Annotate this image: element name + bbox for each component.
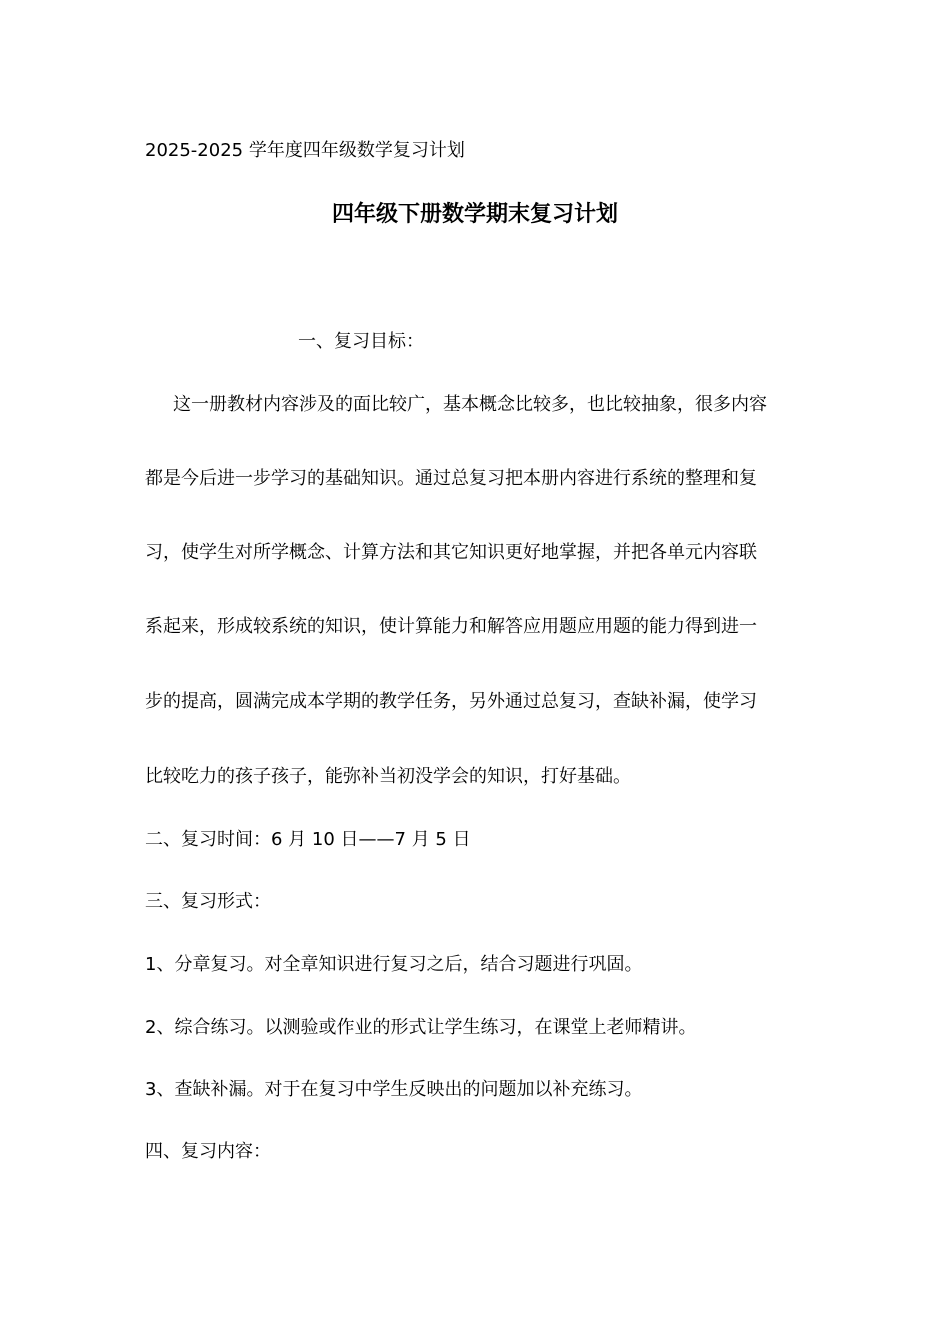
document-title: 四年级下册数学期末复习计划: [331, 202, 618, 227]
paragraph-line: 都是今后进一步学习的基础知识。通过总复习把本册内容进行系统的整理和复: [145, 468, 757, 489]
section-heading-format: 三、复习形式：: [145, 891, 271, 912]
document-header: 2025-2025 学年度四年级数学复习计划: [145, 140, 465, 161]
list-item: 3、查缺补漏。对于在复习中学生反映出的问题加以补充练习。: [145, 1079, 643, 1100]
paragraph-line: 比较吃力的孩子孩子，能弥补当初没学会的知识，打好基础。: [145, 766, 631, 787]
list-item: 1、分章复习。对全章知识进行复习之后，结合习题进行巩固。: [145, 954, 643, 975]
paragraph-line: 习，使学生对所学概念、计算方法和其它知识更好地掌握，并把各单元内容联: [145, 542, 757, 563]
paragraph-line: 系起来，形成较系统的知识，使计算能力和解答应用题应用题的能力得到进一: [145, 616, 757, 637]
paragraph-line: 步的提高，圆满完成本学期的教学任务，另外通过总复习，查缺补漏，使学习: [145, 691, 757, 712]
section-heading-content: 四、复习内容：: [145, 1141, 271, 1162]
list-item: 2、综合练习。以测验或作业的形式让学生练习，在课堂上老师精讲。: [145, 1017, 697, 1038]
section-heading-time: 二、复习时间：6 月 10 日——7 月 5 日: [145, 829, 471, 850]
section-heading-goals: 一、复习目标：: [298, 331, 424, 352]
paragraph-line: 这一册教材内容涉及的面比较广，基本概念比较多，也比较抽象，很多内容: [173, 394, 767, 415]
